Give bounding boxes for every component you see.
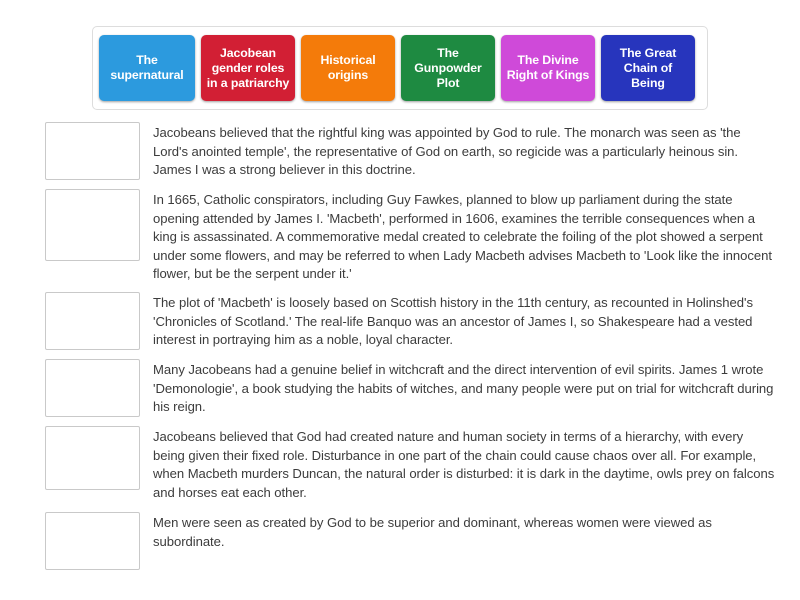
tile-tray [92,26,708,110]
tile-label: The Great Chain of Being [619,45,677,90]
draggable-tile-the-divine-right-of-kings[interactable] [501,35,595,101]
definition-text: The plot of 'Macbeth' is loosely based on Scottish history in the 11th century, as recounted in Holinshed's 'Chronicles of Scotland.' The real-life Banquo was an ancestor of James I, so Shakespeare had a vested interest in portraying him as a noble, loyal character. [153,294,753,348]
dropzone-6[interactable] [45,512,140,570]
definition-text: Jacobeans believed that the rightful king was appointed by God to rule. The monarch was seen as 'the Lord's anointed temple', the representative of God on earth, so regicide was a particularly heinous sin. James I was a strong believer in this doctrine. [153,125,741,178]
tile-label: The Gunpowder Plot [414,45,482,90]
tile-label: The supernatural [110,53,184,82]
dropzone-1[interactable] [45,122,140,180]
dropzone-3[interactable] [45,292,140,350]
answer-row [45,359,775,417]
answer-row [45,122,775,180]
answer-row [45,292,775,350]
definition-text: In 1665, Catholic conspirators, including Guy Fawkes, planned to blow up parliament during the state opening attended by James I. 'Macbeth', performed in 1606, examines the terrible consequences when a king is assassinated. A commemorative medal created to celebrate the foiling of the plot showed a serpent under some flowers, and may be referred to when Lady Macbeth advises Macbeth to 'Look like the innocent flower, but be the serpent under it.' [153,192,772,282]
definition-text: Many Jacobeans had a genuine belief in witchcraft and the direct intervention of evil spirits. James 1 wrote 'Demonologie', a book studying the habits of witches, and many people were put on trial for witchcraft during his reign. [153,361,774,415]
draggable-tile-the-great-chain-of-being[interactable] [601,35,695,101]
dropzone-2[interactable] [45,189,140,261]
dropzone-5[interactable] [45,426,140,490]
draggable-tile-jacobean-gender-roles[interactable] [201,35,295,101]
answer-row [45,512,775,570]
draggable-tile-historical-origins[interactable] [301,35,395,101]
draggable-tile-the-supernatural[interactable] [99,35,195,101]
draggable-tile-the-gunpowder-plot[interactable] [401,35,495,101]
tile-label: Jacobean gender roles in a patriarchy [206,45,290,90]
answer-row-list [45,122,775,579]
answer-row [45,189,775,284]
tile-label: Historical origins [320,53,376,82]
definition-text: Jacobeans believed that God had created nature and human society in terms of a hierarchy, with every being given their fixed role. Disturbance in one part of the chain could cause chaos over all. For example, when Macbeth murders Duncan, the natural order is disturbed: it is dark in the daytime, owls prey on falcons and horses eat each other. [153,428,775,500]
answer-row [45,426,775,502]
dropzone-4[interactable] [45,359,140,417]
definition-text: Men were seen as created by God to be superior and dominant, whereas women were viewed as subordinate. [153,515,712,549]
tile-label: The Divine Right of Kings [506,53,590,82]
